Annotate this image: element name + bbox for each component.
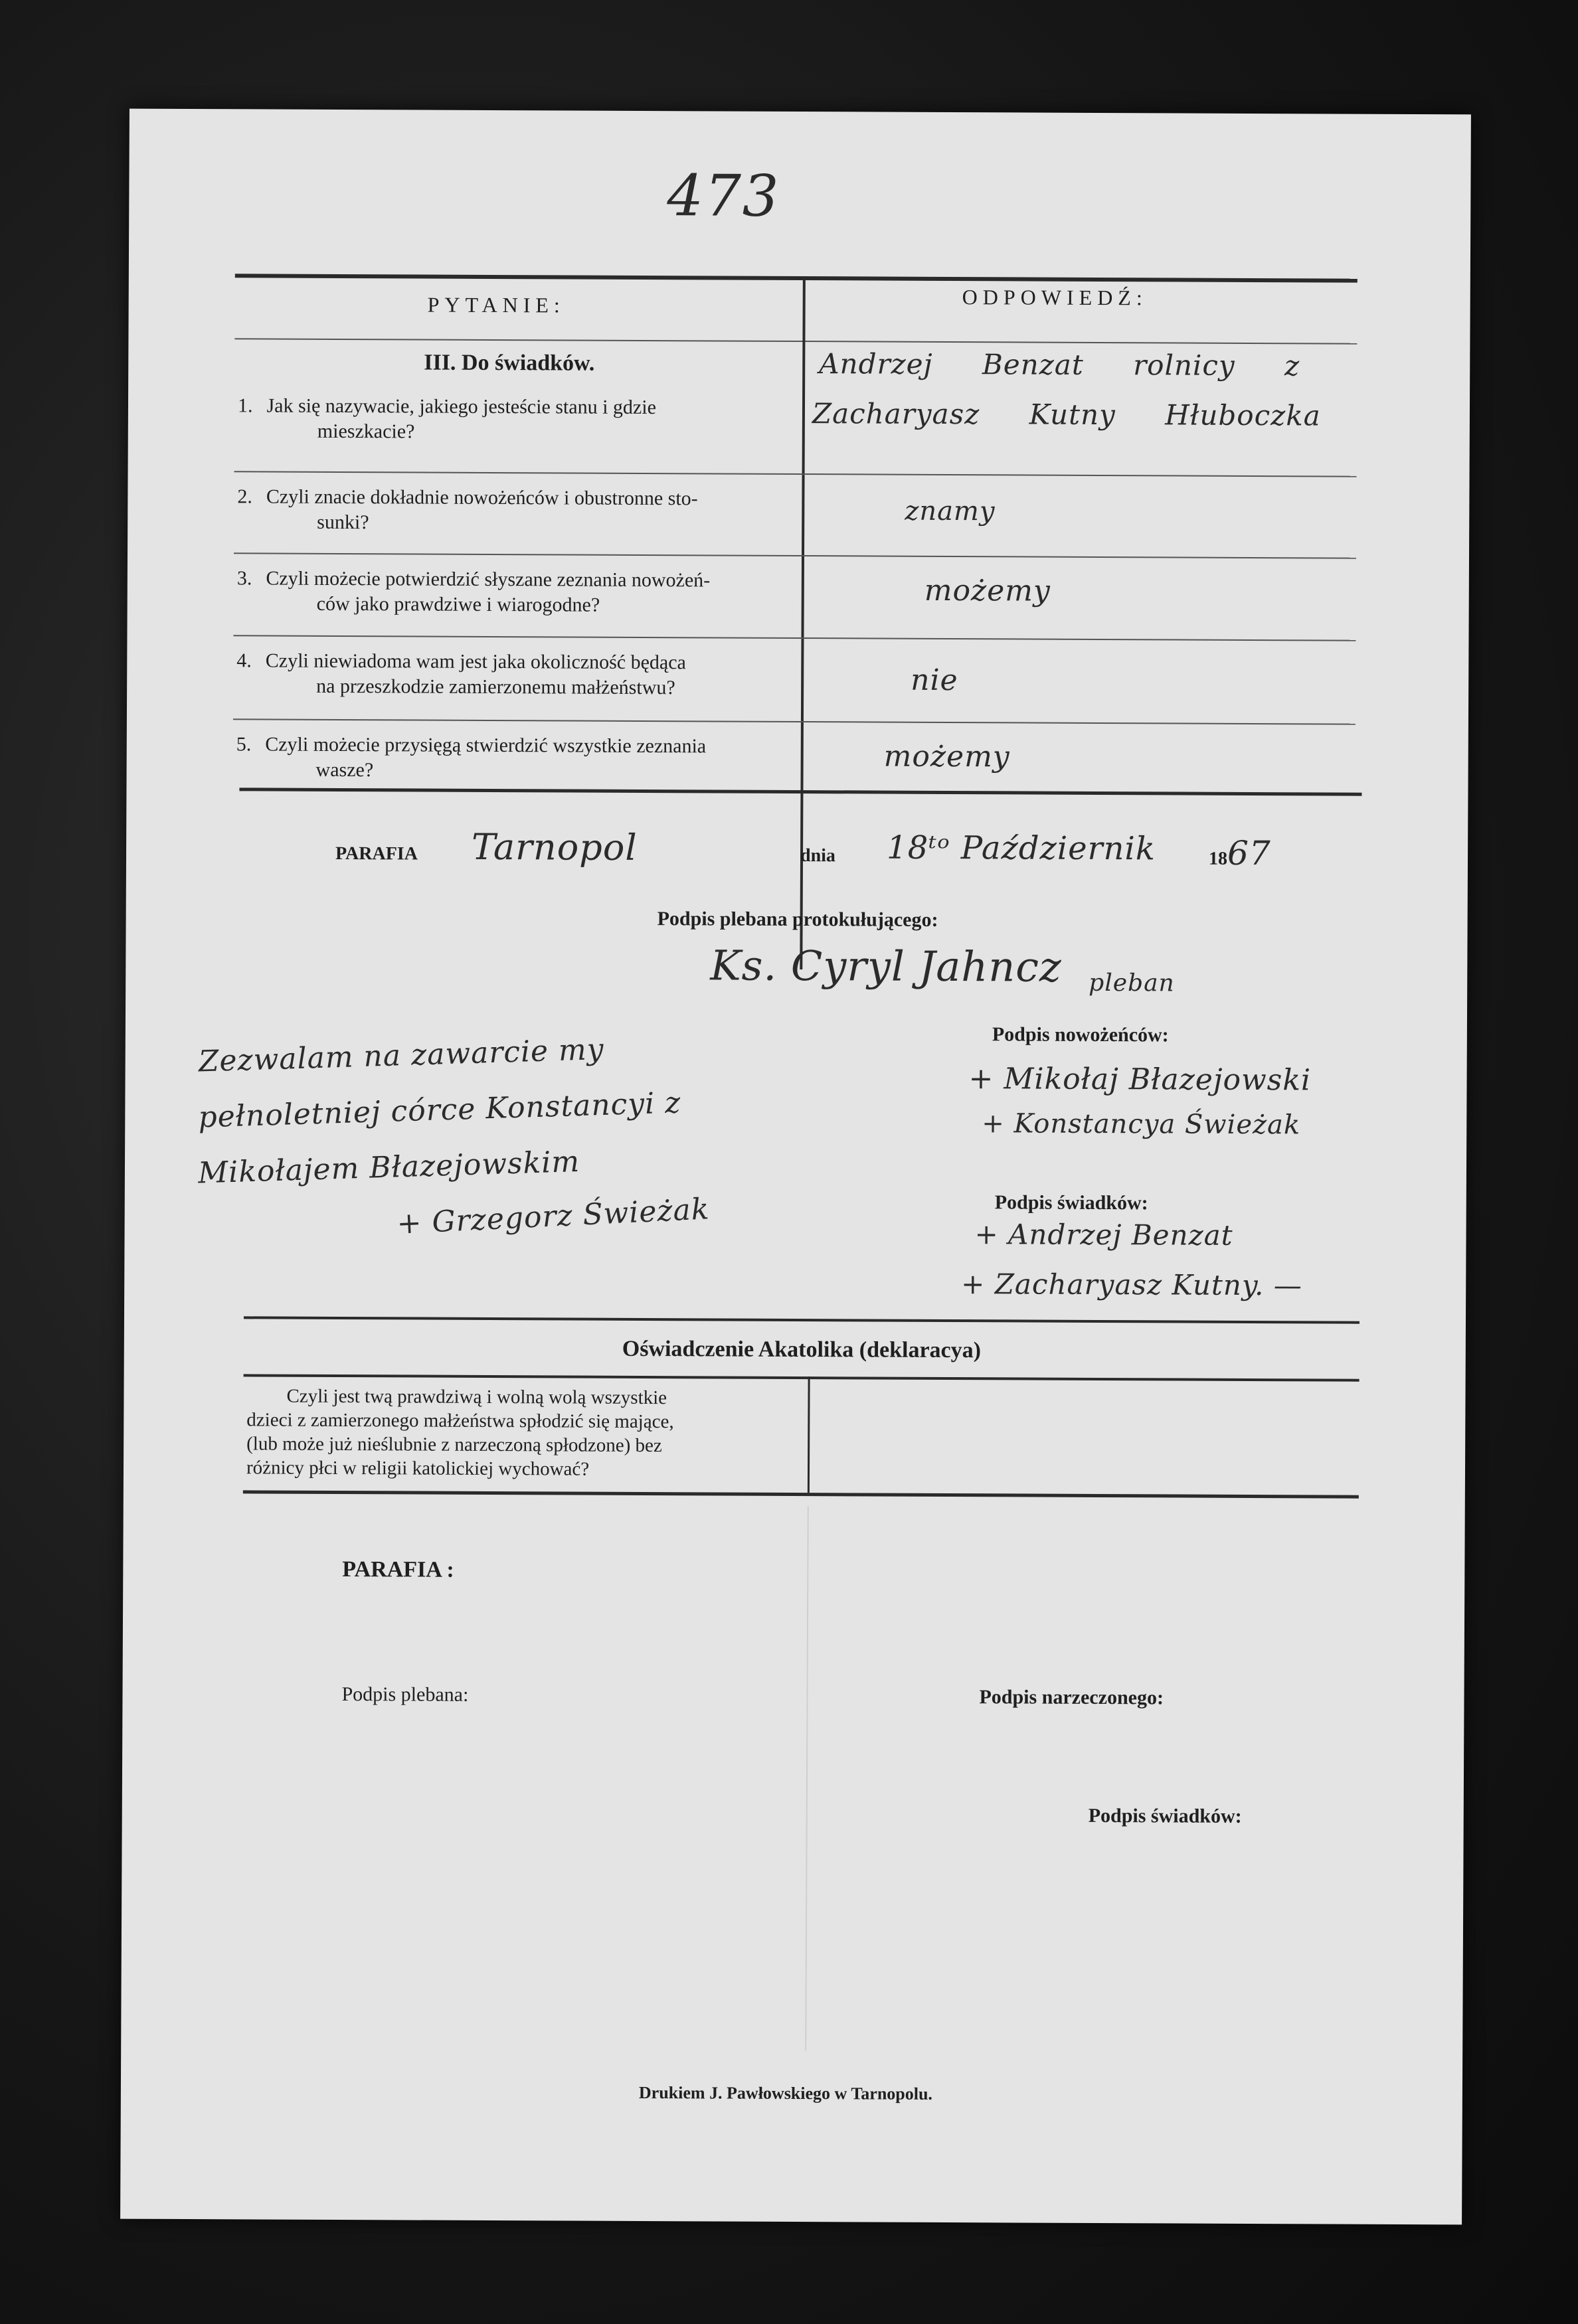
question-2 — [237, 484, 802, 537]
row-divider — [233, 718, 1356, 724]
answer-1-line1: Andrzej Benzat rolnicy z — [819, 347, 1300, 382]
page-number: 473 — [667, 163, 780, 230]
consent-note-line: pełnoletniej córce Konstancyi z — [197, 1086, 682, 1135]
answer-4: nie — [911, 663, 958, 698]
parafia-label: PARAFIA — [335, 843, 418, 865]
consent-note-line: + Grzegorz Świeżak — [396, 1192, 711, 1241]
declaration-bottom-rule — [243, 1490, 1359, 1498]
question-text-cont: ców jako prawdziwe i wiarogodne? — [316, 592, 600, 616]
dnia-label: dnia — [800, 845, 836, 867]
witnesses-signature-label: Podpis świadków: — [994, 1191, 1148, 1214]
header-divider — [234, 338, 1357, 344]
question-number: 3. — [236, 567, 252, 590]
question-3 — [237, 566, 802, 619]
parafia-value: Tarnopol — [471, 825, 638, 869]
declaration-line: (lub może już nieślubnie z narzeczoną spłodzone) bez — [246, 1433, 662, 1457]
spouse-signature-bride: + Konstancya Świeżak — [982, 1108, 1301, 1141]
question-text: Jak się nazywacie, jakiego jesteście stanu i gdzie — [266, 394, 656, 419]
row-divider — [233, 635, 1356, 641]
answer-2: znamy — [905, 495, 996, 527]
question-1 — [238, 393, 802, 446]
question-number: 5. — [236, 733, 252, 756]
answer-3: możemy — [924, 573, 1051, 608]
question-text-cont: sunki? — [317, 511, 369, 534]
row-divider — [234, 471, 1357, 477]
declaration-line: dzieci z zamierzonego małżeństwa spłodzić się mające, — [246, 1409, 674, 1433]
question-text: Czyli znacie dokładnie nowożeńców i obustronne sto- — [266, 485, 698, 510]
lower-priest-signature-label: Podpis plebana: — [341, 1683, 469, 1706]
consent-note-line: Mikołajem Błazejowskim — [197, 1144, 580, 1191]
table-top-rule — [235, 274, 1358, 282]
question-text-cont: na przeszkodzie zamierzonemu małżeństwu? — [316, 675, 675, 699]
spouse-signature-groom: + Mikołaj Błazejowski — [968, 1062, 1312, 1098]
column-header-answer: ODPOWIEDŹ: — [962, 285, 1148, 310]
column-header-question: PYTANIE: — [427, 292, 565, 317]
declaration-line: różnicy płci w religii katolickiej wychować? — [246, 1457, 590, 1480]
question-text: Czyli możecie potwierdzić słyszane zeznania nowożeń- — [266, 567, 711, 592]
consent-note-line: Zezwalam na zawarcie my — [198, 1032, 605, 1079]
declaration-column-divider — [808, 1376, 810, 1493]
spouses-signature-label: Podpis nowożeńców: — [992, 1023, 1169, 1046]
year-printed: 18 — [1208, 848, 1228, 869]
question-text-cont: wasze? — [315, 758, 374, 782]
question-number: 4. — [236, 649, 252, 672]
witness-signature-2: + Zacharyasz Kutny. — — [961, 1268, 1302, 1302]
question-text-cont: mieszkacie? — [317, 420, 415, 443]
declaration-line: Czyli jest twą prawdziwą i wolną wolą wszystkie — [286, 1385, 667, 1409]
section-title: III. Do świadków. — [424, 350, 595, 376]
document-page — [120, 109, 1471, 2225]
date-value: 18ᵗᵒ Październik — [886, 829, 1156, 868]
lower-parafia-label: PARAFIA : — [342, 1557, 454, 1582]
question-text: Czyli niewiadoma wam jest jaka okoliczność będąca — [265, 649, 686, 674]
priest-signature: Ks. Cyryl Jahncz — [710, 941, 1062, 991]
bleed-through-line — [805, 1506, 809, 2050]
question-number: 1. — [237, 394, 253, 417]
lower-groom-signature-label: Podpis narzeczonego: — [979, 1686, 1164, 1709]
year-written: 67 — [1227, 833, 1271, 873]
priest-signature-label: Podpis plebana protokułującego: — [657, 908, 938, 931]
question-4 — [236, 648, 801, 701]
declaration-title: Oświadczenie Akatolika (deklaracya) — [622, 1336, 982, 1363]
consent-note — [197, 1025, 711, 1250]
declaration-question — [246, 1384, 798, 1482]
question-number: 2. — [237, 485, 252, 508]
row-divider — [234, 552, 1356, 558]
declaration-header-rule — [244, 1374, 1359, 1381]
question-5 — [236, 732, 801, 785]
answer-5: możemy — [883, 739, 1010, 774]
answer-1-line2: Zacharyasz Kutny Hłuboczka — [812, 397, 1321, 432]
printer-imprint: Drukiem J. Pawłowskiego w Tarnopolu. — [638, 2082, 933, 2104]
year-field — [1209, 834, 1271, 872]
lower-witnesses-signature-label: Podpis świadków: — [1088, 1804, 1242, 1827]
witness-signature-1: + Andrzej Benzat — [974, 1218, 1233, 1252]
declaration-top-rule — [244, 1316, 1359, 1323]
priest-title: pleban — [1089, 969, 1175, 997]
question-text: Czyli możecie przysięgą stwierdzić wszystkie zeznania — [265, 733, 707, 758]
